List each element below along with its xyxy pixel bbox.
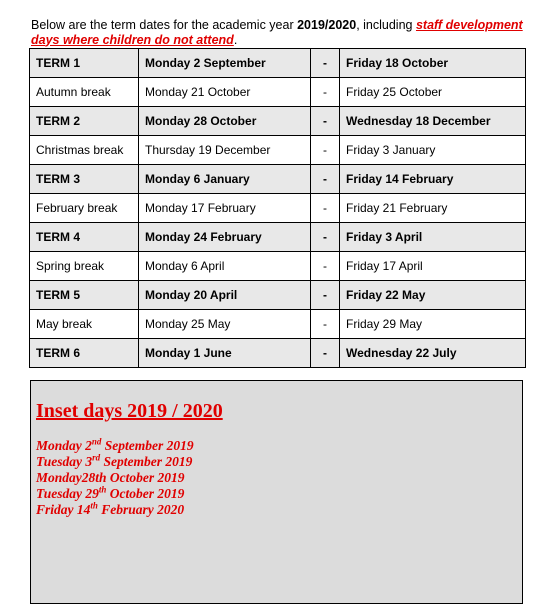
start-date-cell: Monday 1 June — [139, 339, 311, 368]
end-date-cell: Friday 3 January — [340, 136, 526, 165]
term-row — [30, 107, 526, 136]
inset-days-title: Inset days 2019 / 2020 — [36, 400, 223, 422]
end-date-cell: Friday 29 May — [340, 310, 526, 339]
row-label-cell: TERM 3 — [30, 165, 139, 194]
term-row — [30, 165, 526, 194]
break-row — [30, 310, 526, 339]
start-date-cell: Monday 21 October — [139, 78, 311, 107]
separator-cell: - — [311, 136, 340, 165]
inset-day-item — [36, 438, 194, 454]
inset-day-ordinal: th — [98, 484, 107, 495]
separator-cell: - — [311, 310, 340, 339]
row-label-cell: Christmas break — [30, 136, 139, 165]
separator-cell: - — [311, 339, 340, 368]
separator-cell: - — [311, 281, 340, 310]
end-date-cell: Friday 17 April — [340, 252, 526, 281]
inset-day-item — [36, 454, 194, 470]
row-label-cell: May break — [30, 310, 139, 339]
row-label-cell: Spring break — [30, 252, 139, 281]
separator-cell: - — [311, 78, 340, 107]
start-date-cell: Monday 25 May — [139, 310, 311, 339]
break-row — [30, 194, 526, 223]
end-date-cell: Friday 14 February — [340, 165, 526, 194]
separator-cell: - — [311, 165, 340, 194]
row-label-cell: February break — [30, 194, 139, 223]
end-date-cell: Friday 25 October — [340, 78, 526, 107]
row-label-cell: TERM 2 — [30, 107, 139, 136]
inset-day-ordinal: rd — [92, 452, 101, 463]
inset-days-list — [36, 438, 194, 518]
break-row — [30, 136, 526, 165]
inset-days-panel — [30, 380, 523, 604]
inset-day-month: September 2019 — [101, 438, 194, 453]
break-row — [30, 252, 526, 281]
inset-day-text: Monday28th October 2019 — [36, 470, 185, 485]
row-label-cell: TERM 1 — [30, 49, 139, 78]
inset-day-text: Tuesday 3 — [36, 454, 93, 469]
start-date-cell: Monday 28 October — [139, 107, 311, 136]
start-date-cell: Monday 6 January — [139, 165, 311, 194]
intro-highlight: staff development days where children do not attend — [31, 17, 523, 47]
start-date-cell: Monday 2 September — [139, 49, 311, 78]
start-date-cell: Monday 24 February — [139, 223, 311, 252]
intro-year: 2019/2020 — [297, 17, 357, 32]
start-date-cell: Thursday 19 December — [139, 136, 311, 165]
inset-day-ordinal: th — [90, 500, 98, 511]
row-label-cell: Autumn break — [30, 78, 139, 107]
term-row — [30, 281, 526, 310]
row-label-cell: TERM 4 — [30, 223, 139, 252]
inset-day-text: Monday 2 — [36, 438, 92, 453]
term-row — [30, 339, 526, 368]
row-label-cell: TERM 6 — [30, 339, 139, 368]
inset-day-month: September 2019 — [100, 454, 193, 469]
inset-day-item — [36, 486, 194, 502]
separator-cell: - — [311, 49, 340, 78]
term-dates-table — [29, 48, 526, 368]
end-date-cell: Wednesday 22 July — [340, 339, 526, 368]
end-date-cell: Friday 22 May — [340, 281, 526, 310]
intro-prefix: Below are the term dates for the academic year — [31, 17, 298, 32]
separator-cell: - — [311, 223, 340, 252]
intro-middle: , including — [356, 17, 416, 32]
end-date-cell: Friday 18 October — [340, 49, 526, 78]
end-date-cell: Friday 3 April — [340, 223, 526, 252]
end-date-cell: Friday 21 February — [340, 194, 526, 223]
separator-cell: - — [311, 252, 340, 281]
inset-day-month: October 2019 — [106, 486, 185, 501]
start-date-cell: Monday 6 April — [139, 252, 311, 281]
inset-day-ordinal: nd — [91, 436, 102, 447]
start-date-cell: Monday 17 February — [139, 194, 311, 223]
end-date-cell: Wednesday 18 December — [340, 107, 526, 136]
term-row — [30, 223, 526, 252]
intro-suffix: . — [233, 32, 238, 47]
separator-cell: - — [311, 194, 340, 223]
break-row — [30, 78, 526, 107]
inset-day-text: Friday 14 — [36, 502, 91, 517]
inset-day-item — [36, 502, 194, 518]
intro-paragraph — [31, 18, 531, 48]
row-label-cell: TERM 5 — [30, 281, 139, 310]
start-date-cell: Monday 20 April — [139, 281, 311, 310]
inset-day-month: February 2020 — [97, 502, 185, 517]
inset-day-text: Tuesday 29 — [36, 486, 99, 501]
term-row — [30, 49, 526, 78]
inset-day-item — [36, 470, 194, 486]
separator-cell: - — [311, 107, 340, 136]
term-dates-body — [30, 49, 526, 368]
